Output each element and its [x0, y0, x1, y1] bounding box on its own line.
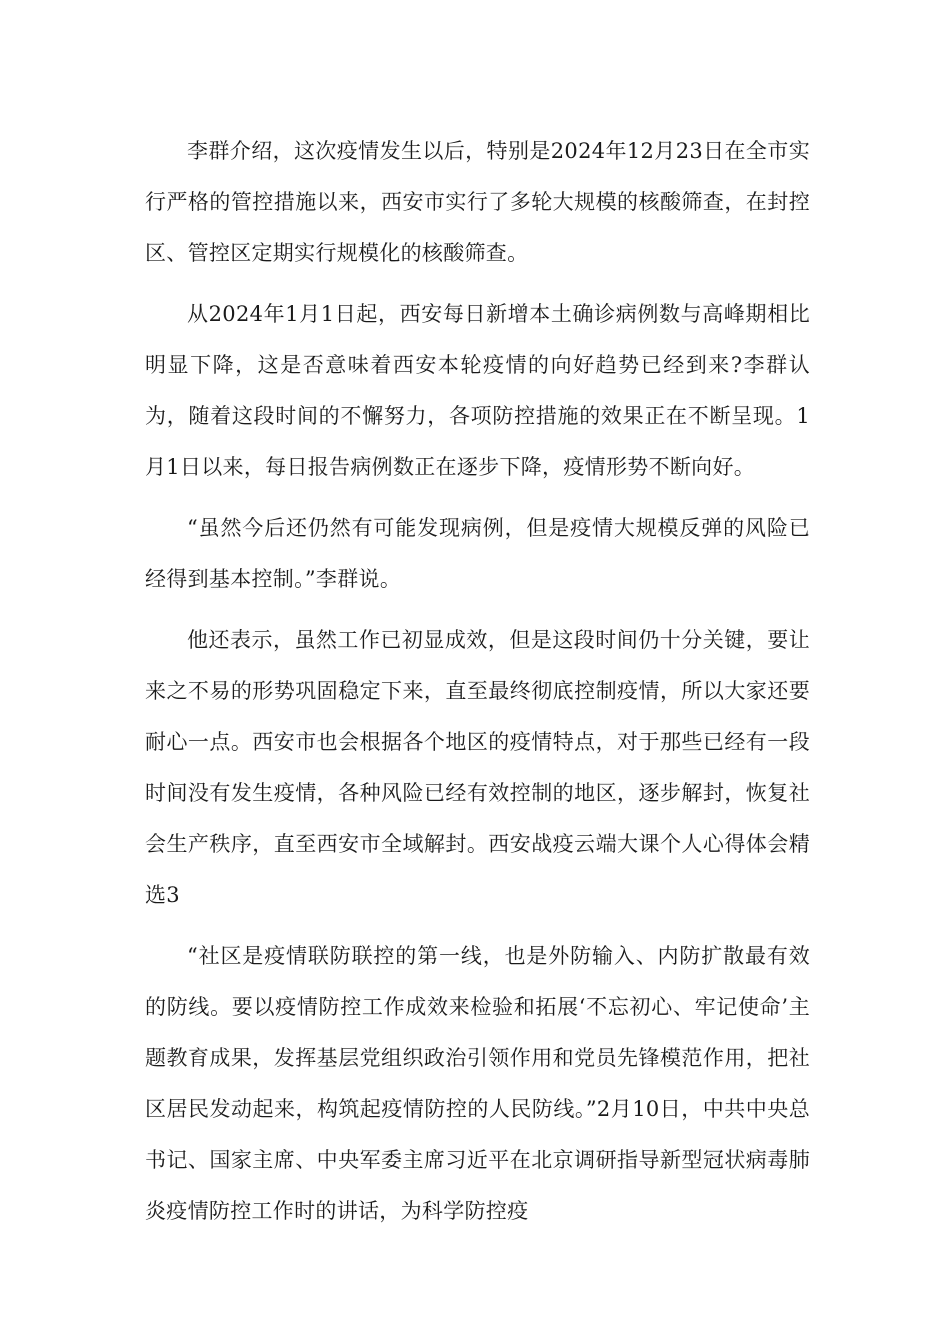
paragraph-1: 李群介绍，这次疫情发生以后，特别是2024年12月23日在全市实行严格的管控措施以来，西安市实行了多轮大规模的核酸筛查，在封控区、管控区定期实行规模化的核酸筛查。 [145, 139, 810, 265]
document-body [145, 126, 810, 1247]
paragraph-5: “社区是疫情联防联控的第一线，也是外防输入、内防扩散最有效的防线。要以疫情防控工作成效来检验和拓展‘不忘初心、牢记使命’主题教育成果，发挥基层党组织政治引领作用和党员先锋模范作用，把社区居民发动起来，构筑起疫情防控的人民防线。”2月10日，中共中央总书记、国家主席、中央军委主席习近平在北京调研指导新型冠状病毒肺炎疫情防控工作时的讲话，为科学防控疫 [145, 944, 810, 1223]
paragraph-3: “虽然今后还仍然有可能发现病例，但是疫情大规模反弹的风险已经得到基本控制。”李群说。 [145, 516, 810, 591]
paragraph-4: 他还表示，虽然工作已初显成效，但是这段时间仍十分关键，要让来之不易的形势巩固稳定下来，直至最终彻底控制疫情，所以大家还要耐心一点。西安市也会根据各个地区的疫情特点，对于那些已经有一段时间没有发生疫情，各种风险已经有效控制的地区，逐步解封，恢复社会生产秩序，直至西安市全域解封。西安战疫云端大课个人心得体会精选3 [145, 628, 810, 907]
paragraph-2: 从2024年1月1日起，西安每日新增本土确诊病例数与高峰期相比明显下降，这是否意味着西安本轮疫情的向好趋势已经到来?李群认为，随着这段时间的不懈努力，各项防控措施的效果正在不断呈现。1月1日以来，每日报告病例数正在逐步下降，疫情形势不断向好。 [145, 302, 810, 479]
